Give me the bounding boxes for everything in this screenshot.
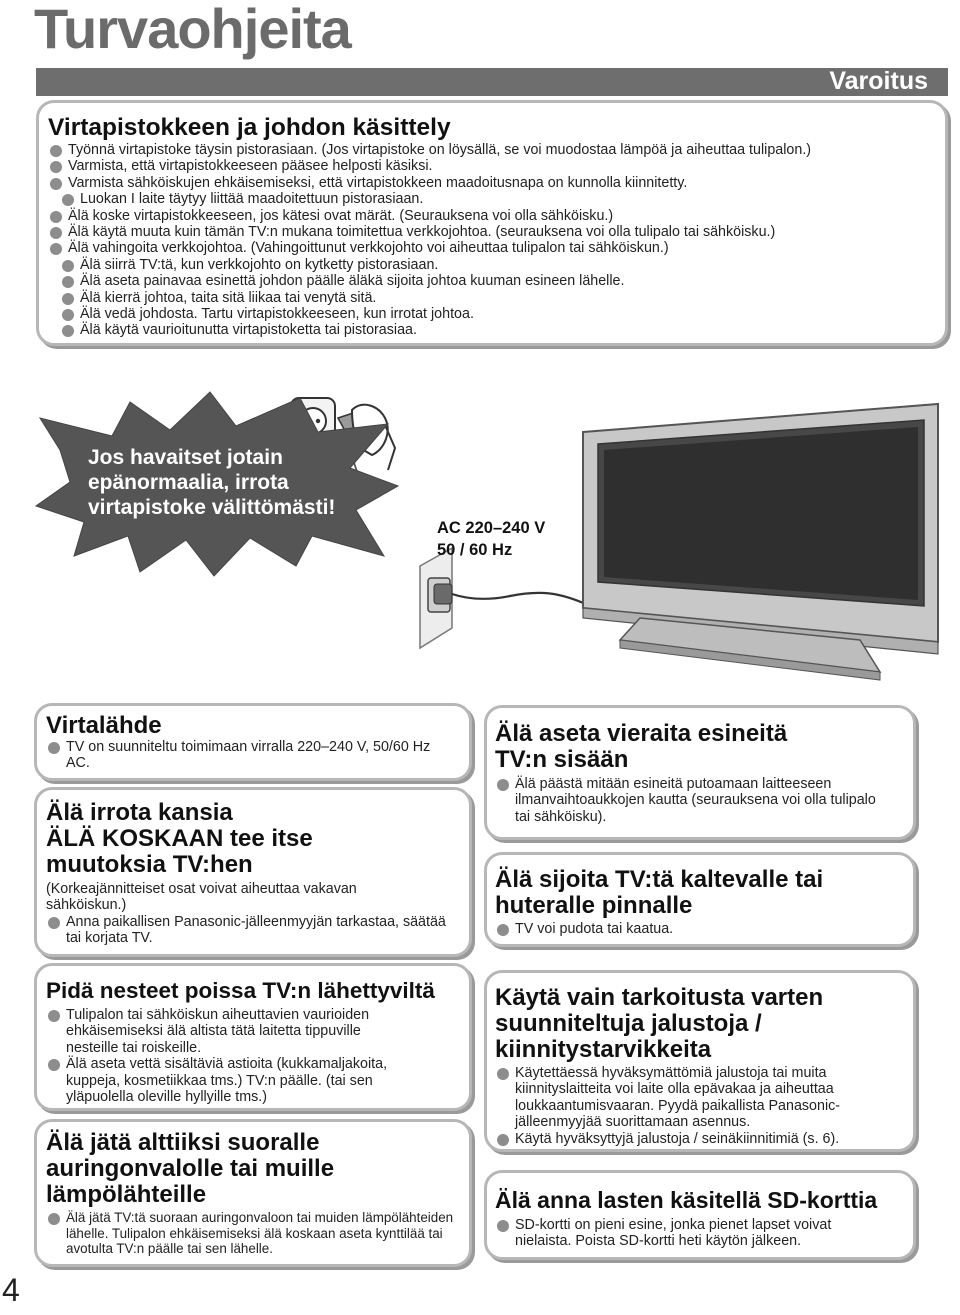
sd-card-heading: Älä anna lasten käsitellä SD-korttia — [495, 1187, 878, 1213]
heading-line: Älä jätä alttiiksi suoralle — [46, 1129, 320, 1156]
heading-line: muutoksia TV:hen — [46, 851, 253, 878]
sunlight-heading — [46, 1130, 469, 1208]
liquids-box — [34, 963, 472, 1111]
slope-list — [495, 921, 913, 937]
list-item: Älä aseta painavaa esinettä johdon päälle äläkä sijoita johtoa kuuman esineen lähelle. — [48, 273, 945, 289]
heading-line: Älä sijoita TV:tä kaltevalle tai — [495, 866, 824, 893]
list-item: Älä päästä mitään esineitä putoamaan laitteeseen ilmanvaihtoaukkojen kautta (seurauksena voi olla tulipalo tai sähköisku). — [495, 776, 890, 825]
list-item: Älä käytä vaurioitunutta virtapistoketta tai pistorasiaa. — [48, 322, 945, 338]
list-item: Tulipalon tai sähköiskun aiheuttavien vaurioiden ehkäisemiseksi älä altista tätä laitetta tippuville nesteille tai roiskeille. — [46, 1007, 416, 1056]
heading-line: Älä irrota kansia — [46, 799, 233, 826]
foreign-objects-list — [495, 776, 913, 825]
cord-handling-list — [48, 142, 945, 339]
list-item: Älä käytä muuta kuin tämän TV:n mukana toimitettua verkkojohtoa. (seurauksena voi olla tulipalo tai sähköisku.) — [48, 224, 945, 240]
power-source-heading: Virtalähde — [46, 712, 162, 739]
ac-frequency: 50 / 60 Hz — [437, 541, 513, 559]
heading-line: ÄLÄ KOSKAAN tee itse — [46, 825, 313, 852]
sd-card-box — [484, 1170, 916, 1260]
power-source-list — [46, 739, 469, 772]
ac-rating-label — [437, 517, 545, 561]
list-item: Varmista sähköiskujen ehkäisemiseksi, että virtapistokkeen maadoitusnapa on kunnolla kiinnitetty. — [48, 175, 945, 191]
list-item: Älä vedä johdosta. Tartu virtapistokkeeseen, kun irrotat johtoa. — [48, 306, 945, 322]
list-item: Varmista, että virtapistokkeeseen pääsee helposti käsiksi. — [48, 158, 945, 174]
stand-box — [484, 970, 916, 1152]
heading-line: Käytä vain tarkoitusta varten — [495, 984, 824, 1011]
list-item: Älä siirrä TV:tä, kun verkkojohto on kytketty pistorasiaan. — [48, 257, 945, 273]
cover-heading — [46, 800, 469, 878]
foreign-objects-heading — [495, 721, 913, 773]
list-item: Älä aseta vettä sisältäviä astioita (kukkamaljakoita, kuppeja, kosmetiikkaa tms.) TV:n päälle. (tai sen yläpuolella oleville hyllyille tms.) — [46, 1056, 426, 1105]
slope-box — [484, 852, 916, 947]
list-item: Älä vahingoita verkkojohtoa. (Vahingoittunut verkkojohto voi aiheuttaa tulipalon tai sähköiskun.) — [48, 240, 945, 256]
list-item: Työnnä virtapistoke täysin pistorasiaan. (Jos virtapistoke on löysällä, se voi muodostaa lämpöä ja aiheuttaa tulipalon.) — [48, 142, 945, 158]
ac-voltage: AC 220–240 V — [437, 519, 546, 537]
liquids-list — [46, 1007, 469, 1105]
list-item: Anna paikallisen Panasonic-jälleenmyyjän tarkastaa, säätää tai korjata TV. — [46, 914, 456, 947]
list-item: Älä jätä TV:tä suoraan auringonvaloon tai muiden lämpölähteiden lähelle. Tulipalon ehkäisemiseksi älä koskaan aseta kynttilää tai avotulta TV:n päälle tai sen lähelle. — [46, 1210, 466, 1257]
stand-list — [495, 1065, 913, 1147]
liquids-heading: Pidä nesteet poissa TV:n lähettyviltä — [46, 978, 435, 1003]
cord-handling-box — [36, 100, 948, 346]
callout-line: virtapistoke välittömästi! — [88, 496, 336, 519]
list-item: Älä kierrä johtoa, taita sitä liikaa tai venytä sitä. — [48, 290, 945, 306]
heading-line: TV:n sisään — [495, 746, 629, 773]
slope-heading — [495, 867, 913, 919]
foreign-objects-box — [484, 705, 916, 840]
power-source-box — [34, 703, 472, 781]
stand-heading — [495, 985, 913, 1063]
cord-handling-heading: Virtapistokkeen ja johdon käsittely — [48, 114, 451, 141]
heading-line: Älä aseta vieraita esineitä — [495, 720, 788, 747]
cover-note: (Korkeajännitteiset osat voivat aiheuttaa vakavan sähköiskun.) — [46, 881, 357, 914]
heading-line: lämpölähteille — [46, 1181, 207, 1208]
heading-line: kiinnitystarvikkeita — [495, 1036, 712, 1063]
list-item: SD-kortti on pieni esine, jonka pienet lapset voivat nielaista. Poista SD-kortti heti käytön jälkeen. — [495, 1217, 875, 1250]
list-item: Käytettäessä hyväksymättömiä jalustoja tai muita kiinnityslaitteita voi laite olla epävakaa ja aiheuttaa loukkaantumisvaaran. Pyydä paikallista Panasonic-jälleenmyyjää suorittamaan asennus. — [495, 1065, 890, 1131]
warning-bar — [36, 68, 948, 96]
sd-card-list — [495, 1217, 913, 1250]
heading-line: auringonvalolle tai muille — [46, 1155, 335, 1182]
list-item: TV voi pudota tai kaatua. — [495, 921, 913, 937]
sunlight-list — [46, 1210, 469, 1257]
tv-illustration-icon — [583, 404, 938, 680]
page-number: 4 — [2, 1272, 20, 1308]
callout-line: Jos havaitset jotain — [88, 446, 283, 469]
unplug-callout-text — [88, 445, 335, 520]
sunlight-box — [34, 1119, 472, 1267]
list-item: TV on suunniteltu toimimaan virralla 220–240 V, 50/60 Hz AC. — [46, 739, 446, 772]
cover-box — [34, 787, 472, 957]
cover-list — [46, 914, 469, 947]
list-item: Käytä hyväksyttyjä jalustoja / seinäkiinnitimiä (s. 6). — [495, 1131, 913, 1147]
heading-line: huteralle pinnalle — [495, 892, 693, 919]
warning-label: Varoitus — [829, 67, 928, 95]
heading-line: suunniteltuja jalustoja / — [495, 1010, 762, 1037]
page-title: Turvaohjeita — [34, 0, 351, 60]
callout-line: epänormaalia, irrota — [88, 471, 289, 494]
list-item: Luokan I laite täytyy liittää maadoitettuun pistorasiaan. — [48, 191, 945, 207]
list-item: Älä koske virtapistokkeeseen, jos kätesi ovat märät. (Seurauksena voi olla sähköisku.) — [48, 208, 945, 224]
